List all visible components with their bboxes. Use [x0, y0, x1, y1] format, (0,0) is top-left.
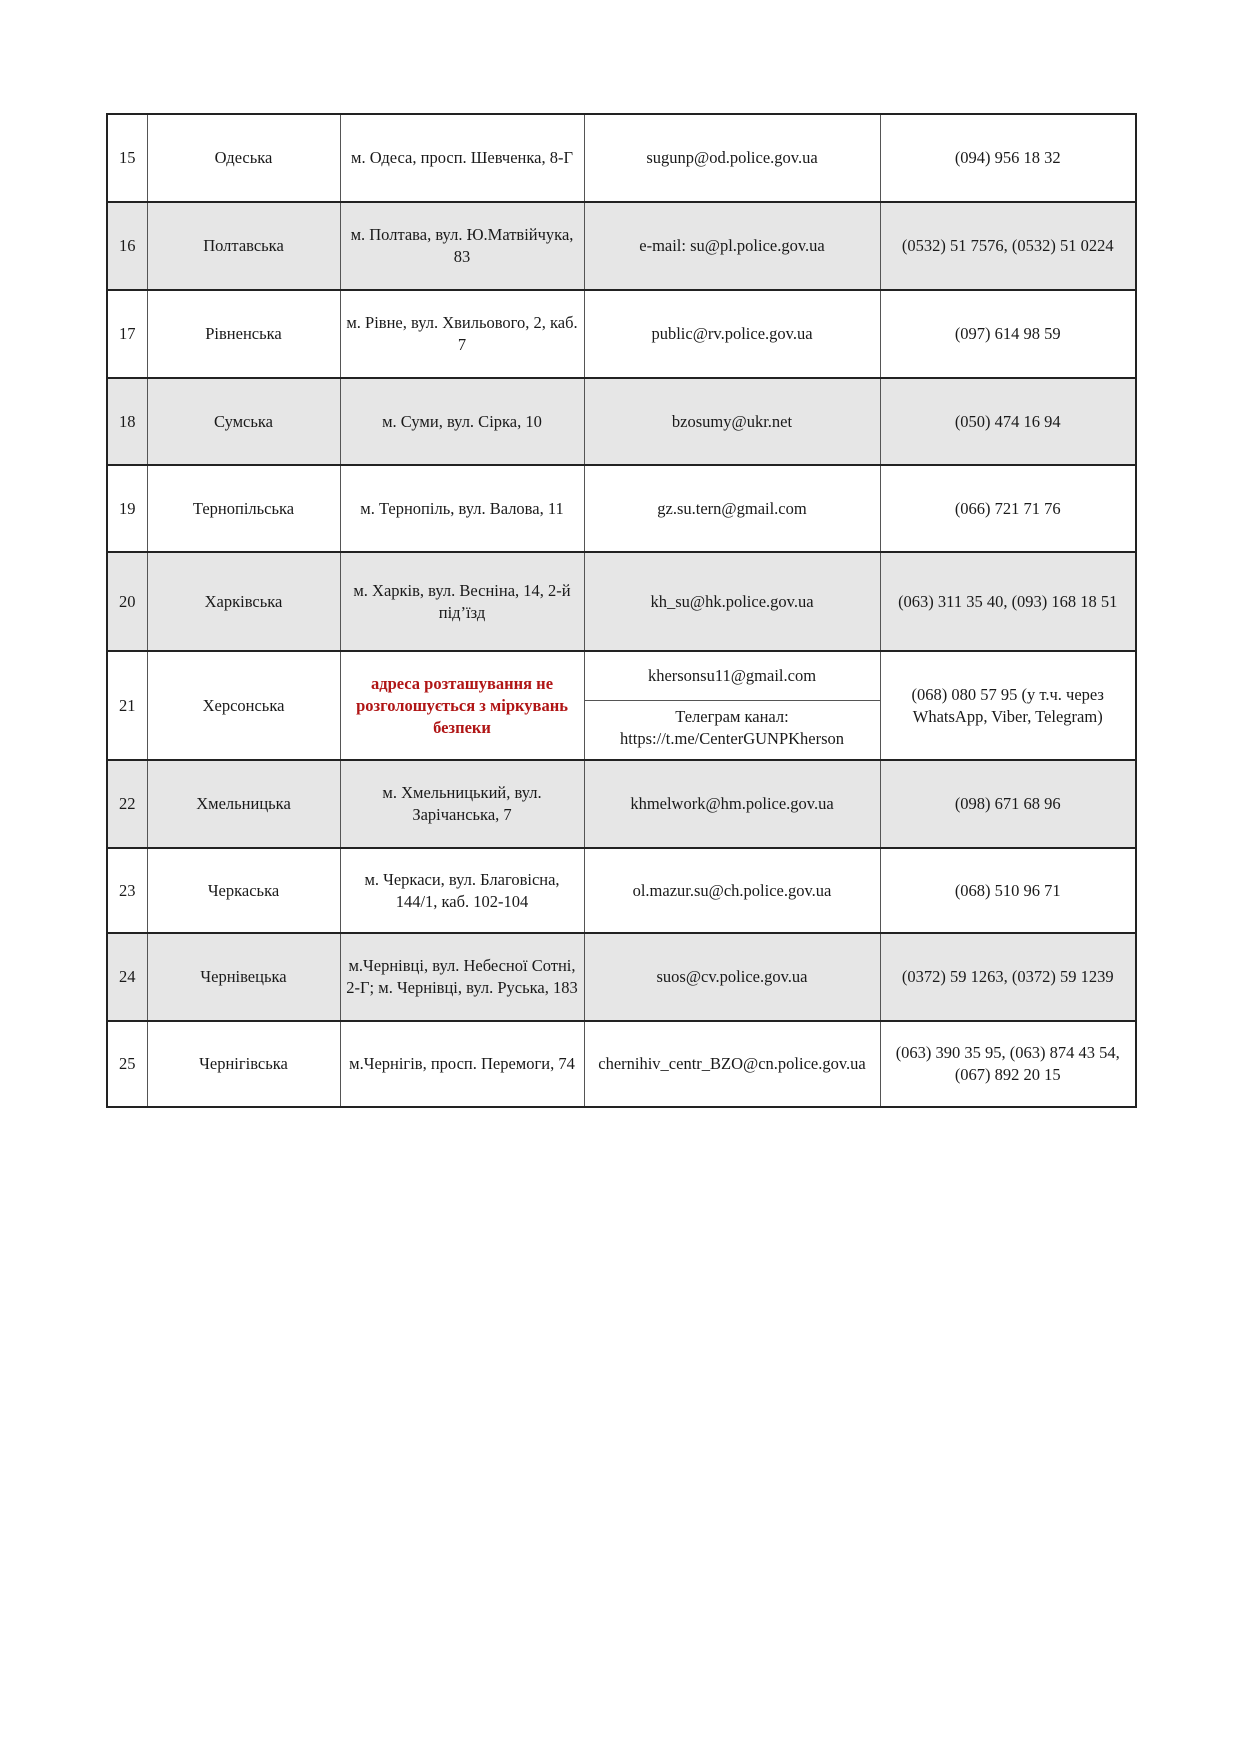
phone-cell: (068) 510 96 71	[880, 848, 1136, 933]
region-cell: Харківська	[147, 552, 340, 651]
email-cell: khmelwork@hm.police.gov.ua	[584, 760, 880, 848]
email-text: khersonsu11@gmail.com	[585, 652, 880, 701]
phone-cell: (063) 311 35 40, (093) 168 18 51	[880, 552, 1136, 651]
email-cell: sugunp@od.police.gov.ua	[584, 114, 880, 202]
region-cell: Полтавська	[147, 202, 340, 290]
phone-cell: (068) 080 57 95 (у т.ч. через WhatsApp, Viber, Telegram)	[880, 651, 1136, 760]
table-row	[107, 465, 1136, 552]
phone-cell: (098) 671 68 96	[880, 760, 1136, 848]
telegram-channel: Телеграм канал: https://t.me/CenterGUNPKherson	[619, 707, 845, 748]
contacts-table	[106, 113, 1137, 1108]
phone-cell: (0372) 59 1263, (0372) 59 1239	[880, 933, 1136, 1021]
row-number: 21	[107, 651, 147, 760]
row-number: 15	[107, 114, 147, 202]
region-cell: Чернігівська	[147, 1021, 340, 1107]
row-number: 25	[107, 1021, 147, 1107]
table-row	[107, 290, 1136, 378]
phone-cell: (066) 721 71 76	[880, 465, 1136, 552]
table-row	[107, 552, 1136, 651]
region-cell: Чернівецька	[147, 933, 340, 1021]
table-row	[107, 114, 1136, 202]
email-cell: suos@cv.police.gov.ua	[584, 933, 880, 1021]
table-row	[107, 848, 1136, 933]
address-cell: м.Чернівці, вул. Небесної Сотні, 2-Г; м. Чернівці, вул. Руська, 183	[340, 933, 584, 1021]
table-row	[107, 1021, 1136, 1107]
address-cell: м. Черкаси, вул. Благовісна, 144/1, каб. 102-104	[340, 848, 584, 933]
table-row	[107, 760, 1136, 848]
row-number: 19	[107, 465, 147, 552]
row-number: 17	[107, 290, 147, 378]
email-cell: ol.mazur.su@ch.police.gov.ua	[584, 848, 880, 933]
row-number: 23	[107, 848, 147, 933]
table-row	[107, 933, 1136, 1021]
region-cell: Тернопільська	[147, 465, 340, 552]
email-cell: gz.su.tern@gmail.com	[584, 465, 880, 552]
email-cell	[584, 651, 880, 760]
phone-cell: (094) 956 18 32	[880, 114, 1136, 202]
region-cell: Рівненська	[147, 290, 340, 378]
email-cell: kh_su@hk.police.gov.ua	[584, 552, 880, 651]
row-number: 24	[107, 933, 147, 1021]
address-cell: м. Харків, вул. Весніна, 14, 2-й під’їзд	[340, 552, 584, 651]
phone-cell: (097) 614 98 59	[880, 290, 1136, 378]
table-row	[107, 651, 1136, 760]
region-cell: Одеська	[147, 114, 340, 202]
address-cell: м. Полтава, вул. Ю.Матвійчука, 83	[340, 202, 584, 290]
row-number: 22	[107, 760, 147, 848]
table-row	[107, 378, 1136, 465]
address-cell: м.Чернігів, просп. Перемоги, 74	[340, 1021, 584, 1107]
address-cell: м. Суми, вул. Сірка, 10	[340, 378, 584, 465]
address-cell: м. Одеса, просп. Шевченка, 8-Г	[340, 114, 584, 202]
phone-cell: (063) 390 35 95, (063) 874 43 54, (067) 892 20 15	[880, 1021, 1136, 1107]
address-cell	[340, 651, 584, 760]
address-cell: м. Рівне, вул. Хвильового, 2, каб. 7	[340, 290, 584, 378]
region-cell: Черкаська	[147, 848, 340, 933]
region-cell: Хмельницька	[147, 760, 340, 848]
region-cell: Херсонська	[147, 651, 340, 760]
email-cell: chernihiv_centr_BZO@cn.police.gov.ua	[584, 1021, 880, 1107]
email-cell: public@rv.police.gov.ua	[584, 290, 880, 378]
email-cell: e-mail: su@pl.police.gov.ua	[584, 202, 880, 290]
row-number: 20	[107, 552, 147, 651]
security-note: адреса розташування не розголошується з міркувань безпеки	[356, 673, 568, 737]
address-cell: м. Тернопіль, вул. Валова, 11	[340, 465, 584, 552]
address-cell: м. Хмельницький, вул. Зарічанська, 7	[340, 760, 584, 848]
row-number: 16	[107, 202, 147, 290]
email-cell: bzosumy@ukr.net	[584, 378, 880, 465]
phone-cell: (0532) 51 7576, (0532) 51 0224	[880, 202, 1136, 290]
region-cell: Сумська	[147, 378, 340, 465]
phone-cell: (050) 474 16 94	[880, 378, 1136, 465]
table-row	[107, 202, 1136, 290]
row-number: 18	[107, 378, 147, 465]
